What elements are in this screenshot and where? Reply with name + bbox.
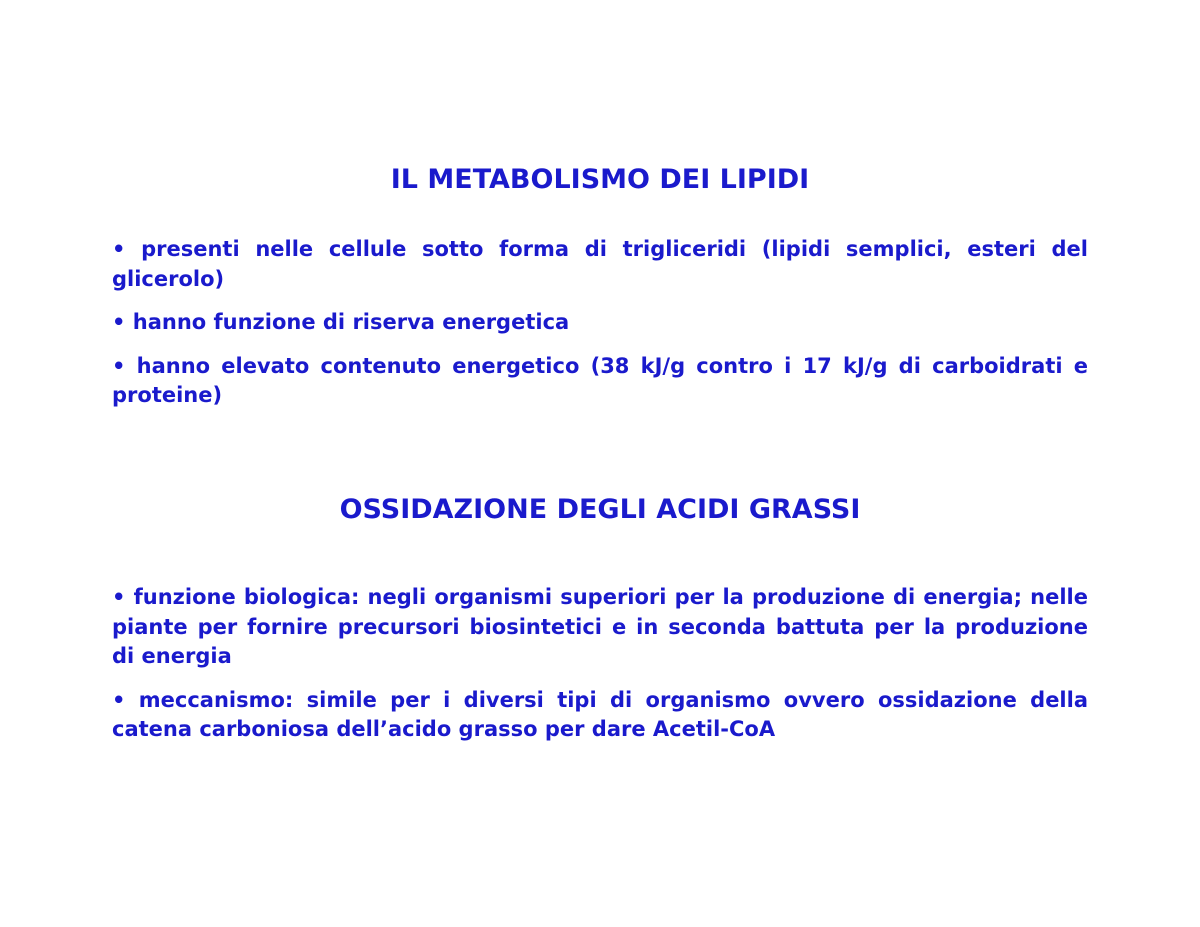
list-item-text: funzione biologica: negli organismi superiori per la produzione di energia; nelle piante per fornire precursori biosintetici e in seconda battuta per la produzione di energia bbox=[112, 585, 1088, 668]
list-item bbox=[112, 686, 1088, 745]
list-item-text: hanno funzione di riserva energetica bbox=[132, 310, 570, 334]
list-item-text: meccanismo: simile per i diversi tipi di organismo ovvero ossidazione della catena carboniosa dell’acido grasso per dare Acetil-CoA bbox=[112, 687, 1088, 741]
bullet-icon: • bbox=[112, 687, 126, 712]
bullet-icon: • bbox=[112, 585, 126, 609]
section-title-fatty-acid-oxidation: OSSIDAZIONE DEGLI ACIDI GRASSI bbox=[339, 494, 861, 525]
list-item-text: presenti nelle cellule sotto forma di trigliceridi (lipidi semplici, esteri del glicerolo) bbox=[112, 237, 1088, 291]
list-item bbox=[112, 308, 1088, 338]
bullet-icon: • bbox=[112, 353, 126, 378]
list-item bbox=[112, 352, 1088, 411]
list-item bbox=[112, 235, 1088, 294]
lipid-metabolism-bullet-list bbox=[112, 235, 1088, 425]
list-item-text: hanno elevato contenuto energetico (38 kJ/g contro i 17 kJ/g di carboidrati e proteine) bbox=[112, 353, 1089, 407]
section-title-lipid-metabolism: IL METABOLISMO DEI LIPIDI bbox=[390, 164, 810, 195]
bullet-icon: • bbox=[112, 237, 126, 261]
bullet-icon: • bbox=[112, 310, 126, 334]
fatty-acid-oxidation-bullet-list bbox=[112, 583, 1088, 759]
list-item bbox=[112, 583, 1088, 672]
